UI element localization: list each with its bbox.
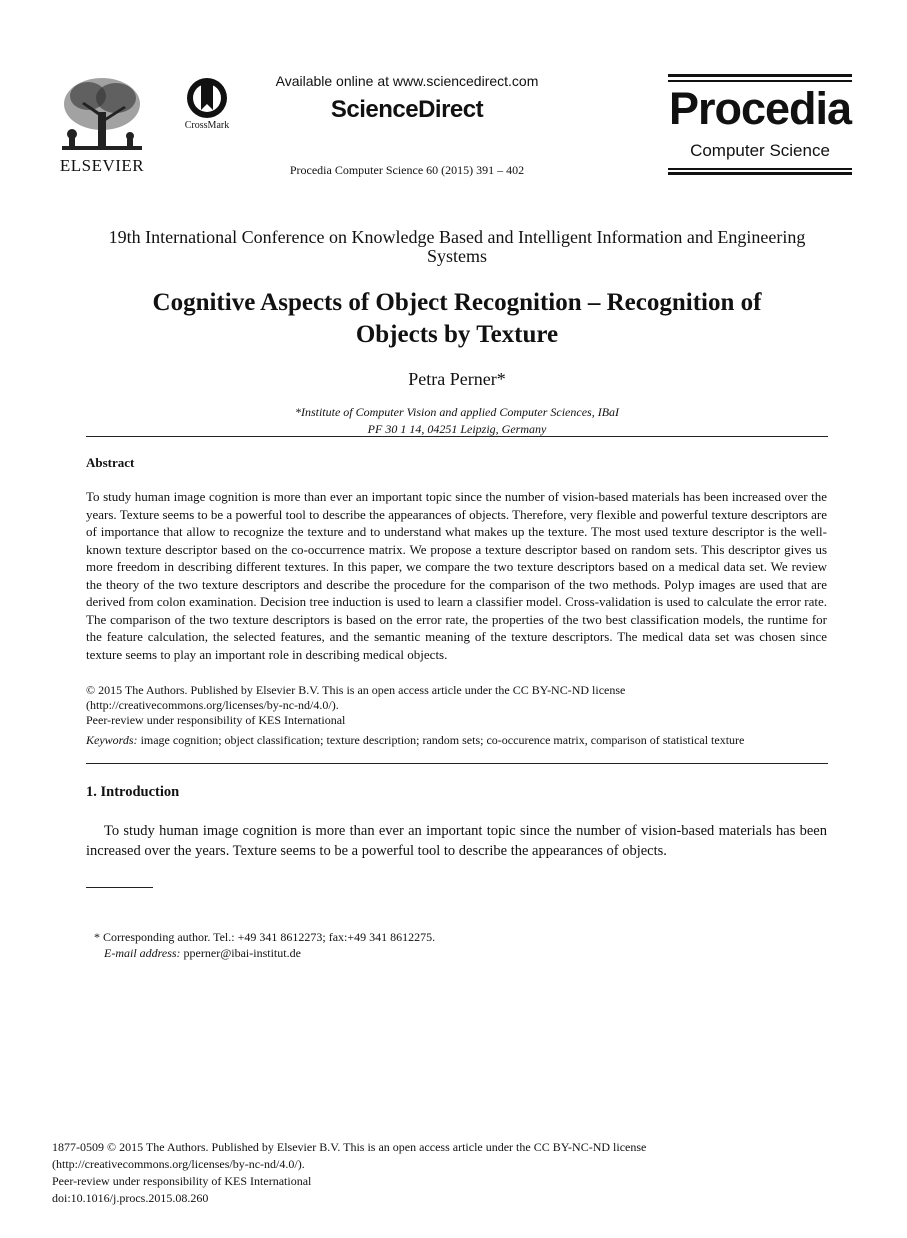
affiliation-line-2: PF 30 1 14, 04251 Leipzig, Germany: [367, 422, 547, 436]
license-link[interactable]: (http://creativecommons.org/licenses/by-nc-nd/4.0/).: [86, 698, 339, 712]
section-heading-introduction: 1. Introduction: [86, 784, 180, 800]
procedia-title: Procedia: [668, 83, 852, 134]
affiliation: [86, 404, 828, 438]
elsevier-wordmark: ELSEVIER: [59, 156, 145, 175]
crossmark-label: CrossMark: [184, 120, 230, 131]
procedia-rule-bottom-2: [668, 172, 852, 175]
abstract-text: To study human image cognition is more than ever an important topic since the number of vision-based materials has been increased over the years. Texture seems to be a powerful tool to describe the appearances of objects. Therefore, very flexible and powerful texture descriptors are of importance that allow to recognize the texture and to understand what makes up the texture. The most used texture descriptor is the well-known texture descriptor based on the co-occurrence matrix. We propose a texture descriptor based on random sets. This descriptor gives us more freedom in describing different textures. In this paper, we compare the two texture descriptors based on a medical data set. We review the theory of the two texture descriptors and describe the procedure for the comparison of the two methods. Polyp images are used that are derived from colon examination. Decision tree induction is used to learn a classifier model. Cross-validation is used to calculate the error rate. The comparison of the two texture descriptors is based on the error rate, the properties of the two best classification models, the runtime for the feature calculation, the selected features, and the semantic meaning of the texture descriptors. The medical data set was chosen since texture seems to play an important role in describing medical objects.: [86, 489, 827, 662]
available-online[interactable]: Available online at www.sciencedirect.com: [275, 73, 539, 89]
procedia-rule-top: [668, 74, 852, 77]
email-address[interactable]: pperner@ibai-institut.de: [180, 946, 301, 960]
footer-issn: 1877-0509 © 2015 The Authors. Published by Elsevier B.V. This is an open access article under the CC BY-NC-ND license: [52, 1140, 647, 1154]
introduction-text: To study human image cognition is more than ever an important topic since the number of vision-based materials has been increased over the years. Texture seems to be a powerful tool to describe the appearances of objects.: [86, 823, 827, 859]
abstract-heading: Abstract: [86, 455, 135, 470]
procedia-subtitle: Computer Science: [690, 141, 830, 160]
copyright-notice: [86, 683, 827, 728]
email-line: [94, 945, 435, 961]
footer-peer-review: Peer-review under responsibility of KES International: [52, 1174, 312, 1188]
abstract-divider: [86, 763, 828, 764]
keywords-list: image cognition; object classification; texture description; random sets; co-occurence matrix, comparison of statistical texture: [137, 733, 745, 747]
corresponding-author: * Corresponding author. Tel.: +49 341 8612273; fax:+49 341 8612275.: [94, 930, 436, 944]
paper-title: [86, 287, 828, 351]
email-label: E-mail address:: [104, 946, 181, 960]
author-name: Petra Perner*: [408, 369, 506, 389]
footnote: [94, 929, 435, 961]
procedia-rule-top-2: [668, 80, 852, 82]
peer-review-line: Peer-review under responsibility of KES International: [86, 713, 346, 727]
footer-doi[interactable]: doi:10.1016/j.procs.2015.08.260: [52, 1191, 209, 1205]
sciencedirect-logo: ScienceDirect: [330, 96, 484, 123]
footer-license-link[interactable]: (http://creativecommons.org/licenses/by-nc-nd/4.0/).: [52, 1157, 305, 1171]
title-line-2: Objects by Texture: [355, 321, 559, 348]
journal-reference: Procedia Computer Science 60 (2015) 391 – 402: [289, 163, 525, 177]
header-divider: [86, 436, 828, 437]
elsevier-tree-icon: [58, 74, 146, 154]
keywords-label: Keywords:: [86, 733, 138, 747]
keywords: [86, 733, 827, 748]
copyright-line: © 2015 The Authors. Published by Elsevier B.V. This is an open access article under the CC BY-NC-ND license: [86, 683, 626, 697]
crossmark-icon: [185, 76, 229, 120]
page-footer: [52, 1139, 852, 1207]
footnote-divider: [86, 887, 153, 888]
procedia-logo: [668, 74, 852, 176]
title-line-1: Cognitive Aspects of Object Recognition – Recognition of: [152, 289, 762, 316]
crossmark-badge[interactable]: [176, 76, 238, 136]
affiliation-line-1: *Institute of Computer Vision and applied Computer Sciences, IBaI: [294, 405, 620, 419]
procedia-rule-bottom: [668, 168, 852, 170]
elsevier-logo: [52, 74, 152, 178]
conference-line-1: 19th International Conference on Knowledge Based and Intelligent Information and Engineering: [108, 227, 806, 247]
conference-line-2: Systems: [426, 246, 487, 266]
conference-name: [86, 228, 828, 266]
